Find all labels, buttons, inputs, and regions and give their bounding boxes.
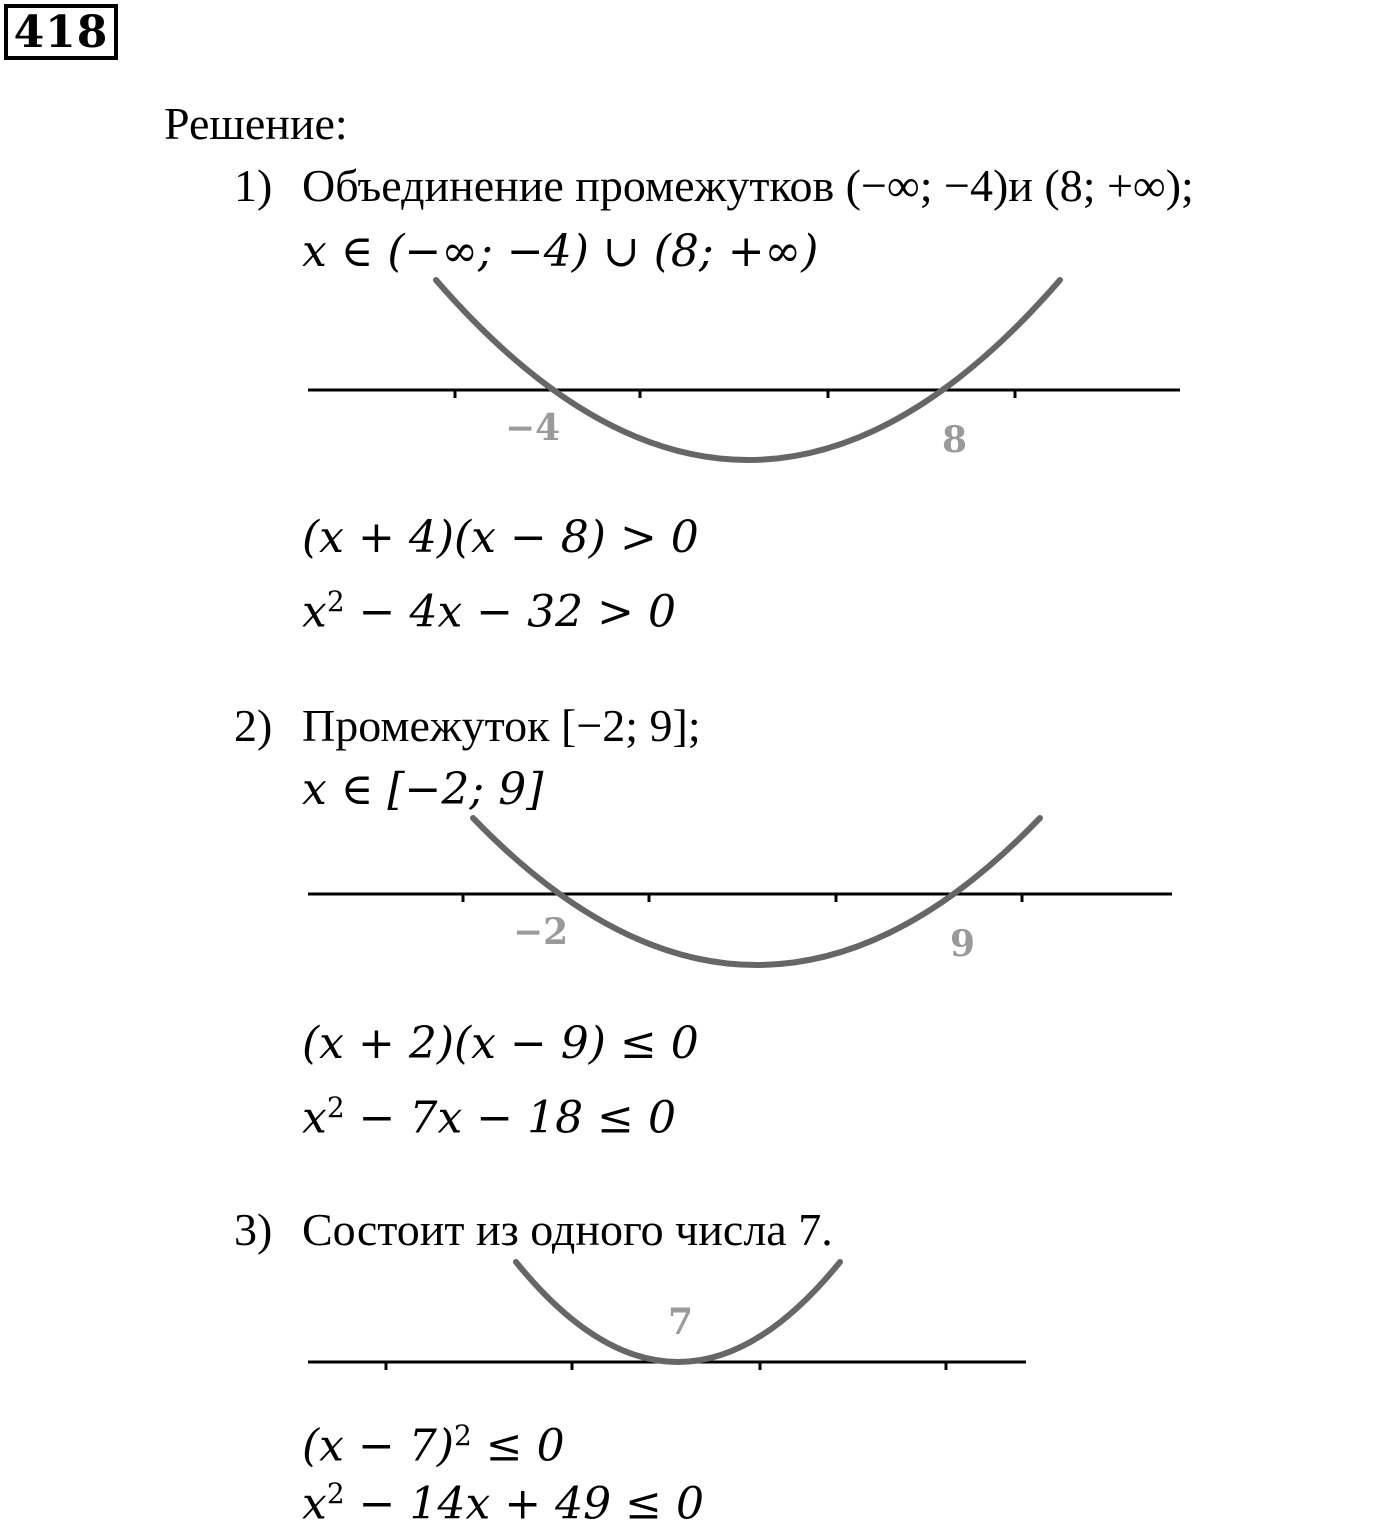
step-1-equation-factored: (x + 4)(x − 8) > 0 [302,512,699,563]
step-3-eq1-base: (x − 7) [302,1420,454,1472]
step-2-text: Промежуток [−2; 9]; [302,700,701,751]
step-3-text: Состоит из одного числа 7. [302,1204,833,1255]
step-2-root-label-right: 9 [950,923,976,965]
step-3-parabola [516,1262,840,1362]
step-2-equation-factored: (x + 2)(x − 9) ≤ 0 [302,1018,699,1069]
step-2-number: 2) [234,700,273,751]
solution-heading: Решение: [164,98,348,149]
step-3-eq2-exponent: 2 [326,1477,345,1510]
step-3-eq1-rest: ≤ 0 [471,1420,565,1472]
step-1-number: 1) [234,160,273,211]
step-1-text: Объединение промежутков (−∞; −4)и (8; +∞); [302,160,1194,211]
step-1-eq2-rest: − 4x − 32 > 0 [344,586,676,638]
step-2-eq2-base: x [302,1092,327,1144]
step-3-equation-factored [302,1410,565,1473]
step-1-root-label-right: 8 [942,419,968,461]
step-1-equation-expanded [302,576,676,639]
step-1-set: x ∈ (−∞; −4) ∪ (8; +∞) [302,226,819,277]
step-3-eq1-exponent: 2 [453,1419,472,1452]
step-2-set: x ∈ [−2; 9] [302,764,544,815]
step-2-eq2-rest: − 7x − 18 ≤ 0 [344,1092,676,1144]
step-2-parabola [473,818,1040,965]
step-3-eq2-base: x [302,1478,327,1530]
step-1-eq2-base: x [302,586,327,638]
step-3-equation-expanded [302,1468,704,1531]
step-2-equation-expanded [302,1082,676,1145]
step-1-parabola [436,280,1060,460]
step-3-root-label: 7 [668,1301,694,1343]
step-2-root-label-left: −2 [513,911,569,953]
step-2-eq2-exponent: 2 [326,1091,345,1124]
step-1-eq2-exponent: 2 [326,585,345,618]
step-3-number: 3) [234,1204,273,1255]
problem-number: 418 [4,4,118,60]
step-3-eq2-rest: − 14x + 49 ≤ 0 [344,1478,704,1530]
step-1-root-label-left: −4 [505,407,561,449]
